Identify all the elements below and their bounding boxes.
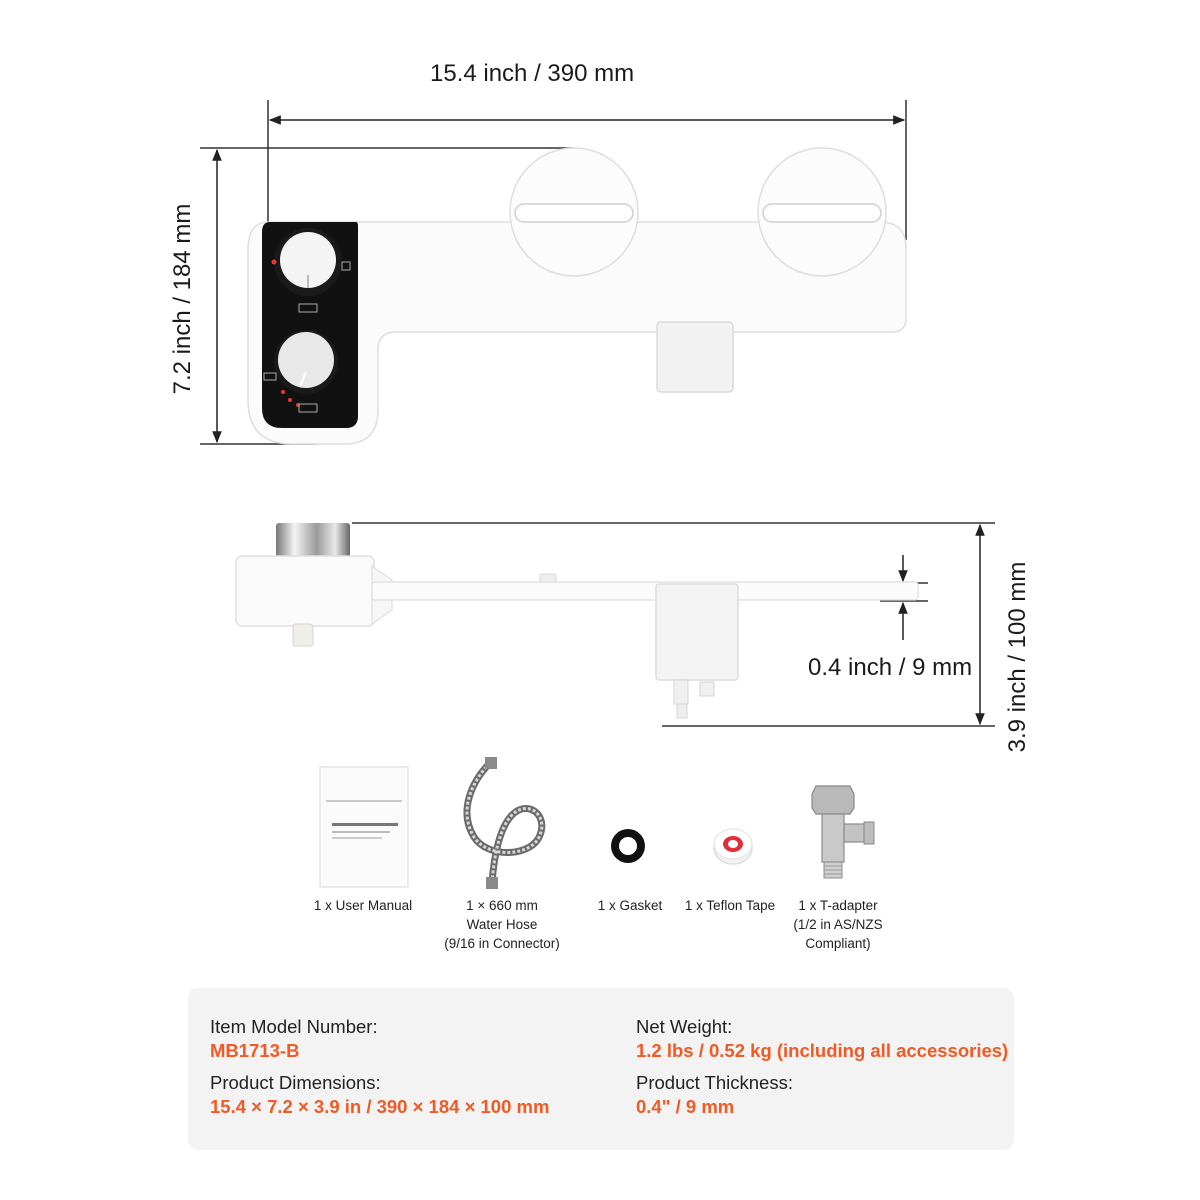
net-weight-label: Net Weight: [636,1016,733,1037]
depth-dimension-label: 3.9 inch / 100 mm [1004,561,1031,753]
thickness-dimension-label: 0.4 inch / 9 mm [808,654,973,681]
teflon-tape-item [712,826,754,866]
accessory-label-manual: 1 x User Manual [313,898,413,913]
product-thickness-value: 0.4" / 9 mm [636,1096,735,1117]
accessory-label-t-adapter: 1 x T-adapter (1/2 in AS/NZS Compliant) [793,898,883,951]
top-view-drawing [0,0,1200,470]
t-adapter-icon [806,782,880,882]
height-dimension-label: 7.2 inch / 184 mm [169,203,196,395]
net-weight-value: 1.2 lbs / 0.52 kg (including all accessories) [636,1040,1009,1061]
accessory-label-tape: 1 x Teflon Tape [684,898,776,913]
specs-panel [188,988,1014,1150]
user-manual-item [318,765,410,889]
t-adapter-item [806,782,880,882]
width-dimension-label: 15.4 inch / 390 mm [430,60,635,87]
accessory-label-gasket: 1 x Gasket [597,898,663,913]
product-dimensions-value: 15.4 × 7.2 × 3.9 in / 390 × 184 × 100 mm [210,1096,550,1117]
gasket-icon [608,826,648,866]
accessory-label-hose: 1 × 660 mm Water Hose (9/16 in Connector) [444,898,560,951]
model-number-label: Item Model Number: [210,1016,378,1037]
manual-icon [318,765,410,889]
product-thickness-label: Product Thickness: [636,1072,793,1093]
water-hose-item [452,755,552,890]
product-dimensions-label: Product Dimensions: [210,1072,381,1093]
model-number-value: MB1713-B [210,1040,300,1061]
hose-icon [452,755,552,890]
side-view-drawing [0,500,1200,750]
gasket-item [608,826,648,866]
tape-icon [712,826,754,866]
